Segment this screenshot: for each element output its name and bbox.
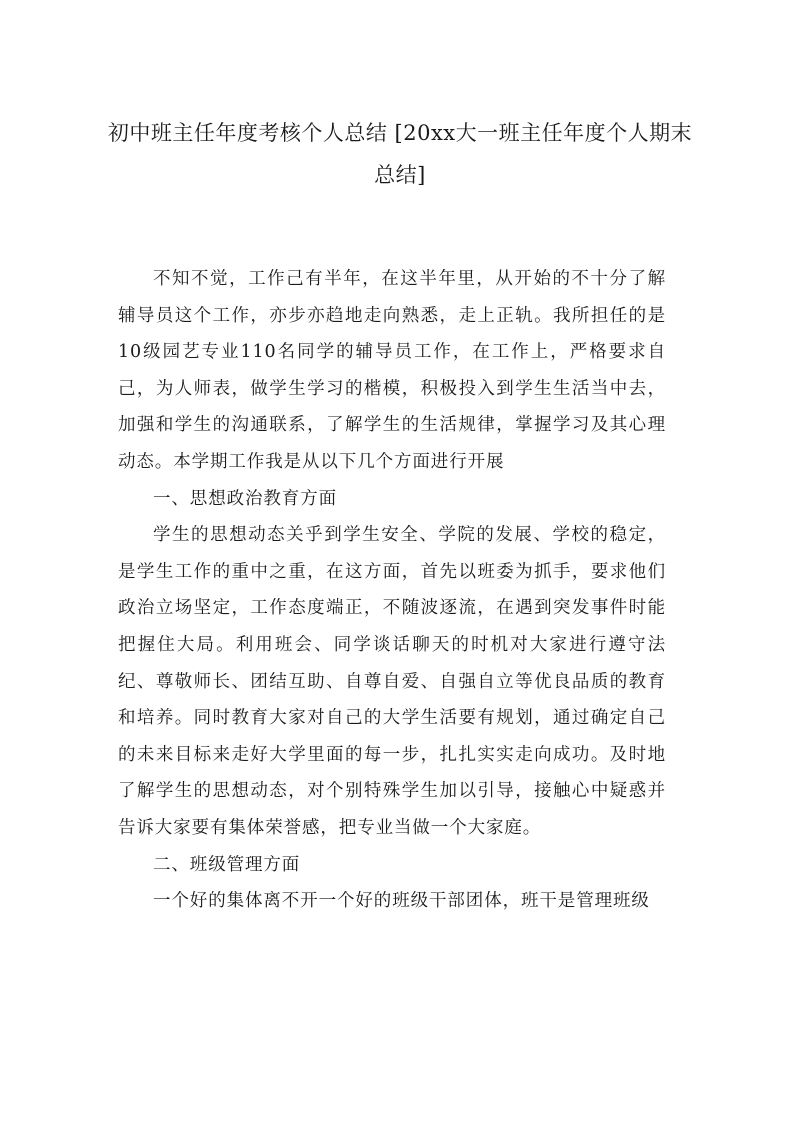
intro-paragraph: 不知不觉，工作己有半年，在这半年里，从开始的不十分了解辅导员这个工作，亦步亦趋地走向熟悉，走上正轨。我所担任的是10级园艺专业110名同学的辅导员工作，在工作上，严格要求自己，为人师表，做学生学习的楷模，积极投入到学生生活当中去，加强和学生的沟通联系，了解学生的生活规律，掌握学习及其心理动态。本学期工作我是从以下几个方面进行开展 [118,269,666,472]
document-title: 初中班主任年度考核个人总结 [20xx大一班主任年度个人期末总结] [107,121,693,187]
document-body [118,261,666,920]
class-management-paragraph: 一个好的集体离不开一个好的班级干部团体，班干是管理班级 [153,891,650,912]
section-heading-class-management: 二、班级管理方面 [153,854,301,875]
ideology-paragraph: 学生的思想动态关乎到学生安全、学院的发展、学校的稳定，是学生工作的重中之重，在这方面，首先以班委为抓手，要求他们政治立场坚定，工作态度端正，不随波逐流，在遇到突发事件时能把握住大局。利用班会、同学谈话聊天的时机对大家进行遵守法纪、尊敬师长、团结互助、自尊自爱、自强自立等优良品质的教育和培养。同时教育大家对自己的大学生活要有规划，通过确定自己的未来目标来走好大学里面的每一步，扎扎实实走向成功。及时地了解学生的思想动态，对个别特殊学生加以引导，接触心中疑惑并告诉大家要有集体荣誉感，把专业当做一个大家庭。 [118,525,666,838]
section-heading-ideology: 一、思想政治教育方面 [153,488,337,509]
